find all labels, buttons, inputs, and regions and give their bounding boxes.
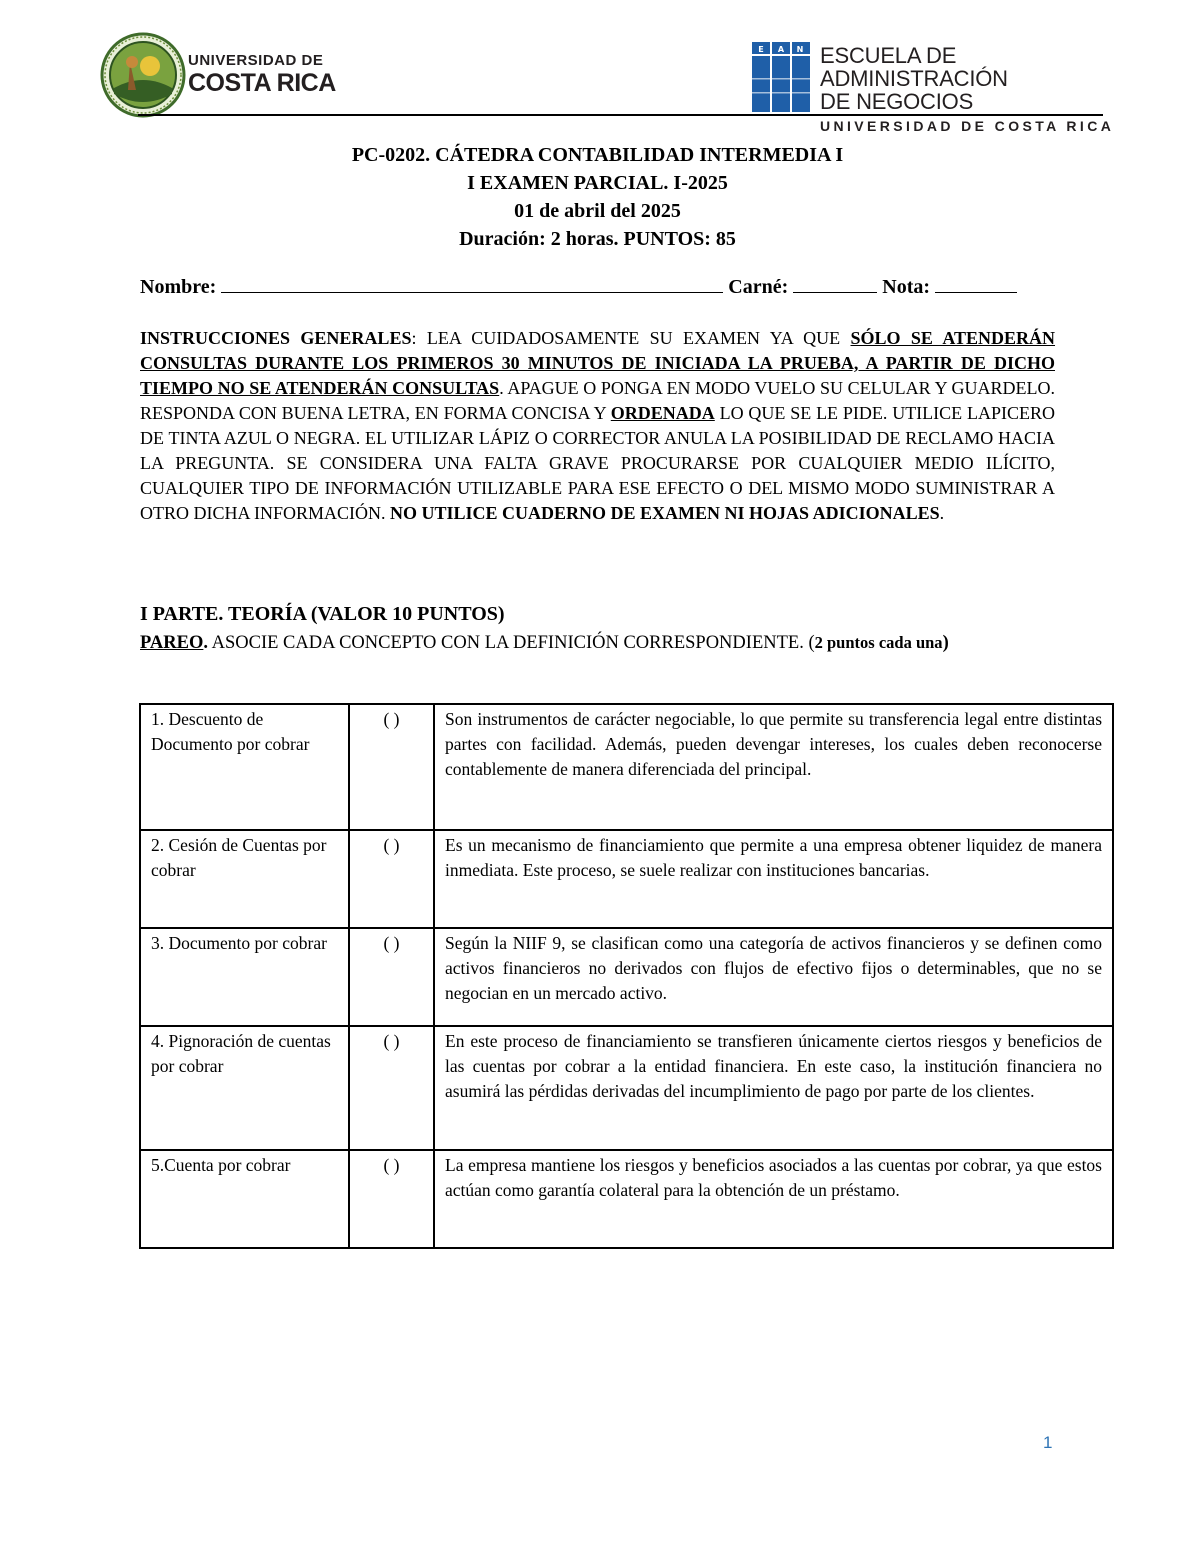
instructions-intro: : LEA CUIDADOSAMENTE SU EXAMEN YA QUE [411,328,851,348]
page-number: 1 [1043,1433,1053,1452]
header-divider [138,114,1103,116]
student-info-line [140,276,1100,299]
answer-blank[interactable]: ( ) [349,1150,434,1248]
definition-cell: En este proceso de financiamiento se transfieren únicamente ciertos riesgos y beneficios de las cuentas por cobrar a la entidad financiera. En este caso, la institución financiera no asumirá las pérdidas derivadas del incumplimiento de pago por parte de los clientes. [434,1026,1113,1150]
ean-wordmark [820,44,1136,137]
pareo-label: PAREO [140,633,204,653]
nota-label: Nota: [882,276,931,298]
table-row [140,704,1113,830]
ean-letter-n: N [796,45,804,54]
answer-blank[interactable]: ( ) [349,1026,434,1150]
answer-blank[interactable]: ( ) [349,830,434,928]
concept-cell: 2. Cesión de Cuentas por cobrar [140,830,349,928]
ean-line1: ESCUELA DE ADMINISTRACIÓN [820,43,1008,91]
document-header [96,28,1136,134]
concept-cell: 1. Descuento de Documento por cobrar [140,704,349,830]
ucr-line1: UNIVERSIDAD DE [188,52,324,69]
table-row [140,830,1113,928]
concept-cell: 5.Cuenta por cobrar [140,1150,349,1248]
pareo-period: . [203,633,209,653]
table-row [140,1026,1113,1150]
table-row [140,928,1113,1026]
carne-label: Carné: [728,276,789,298]
definition-cell: Es un mecanismo de financiamiento que permite a una empresa obtener liquidez de manera inmediata. Este proceso, se suele realizar con instituciones bancarias. [434,830,1113,928]
instructions-consult-rule: SÓLO SE ATENDERÁN CONSULTAS DURANTE LOS PRIMEROS 30 MINUTOS DE INICIADA LA PRUEBA, A PARTIR DE DICHO TIEMPO NO SE ATENDERÁN CONSULTAS [140,328,1056,398]
ean-logo [752,42,810,112]
concept-cell: 4. Pignoración de cuentas por cobrar [140,1026,349,1150]
matching-table [139,703,1114,1249]
instructions-final-period: . [939,503,945,523]
concept-cell: 3. Documento por cobrar [140,928,349,1026]
pareo-text: ASOCIE CADA CONCEPTO CON LA DEFINICIÓN CORRESPONDIENTE. ( [208,633,815,653]
course-title: PC-0202. CÁTEDRA CONTABILIDAD INTERMEDIA I [351,144,844,166]
exam-duration: Duración: 2 horas. PUNTOS: 85 [459,228,736,250]
ucr-seal-logo [100,32,186,118]
points-note: 2 puntos cada una [814,633,943,652]
general-instructions [140,326,1055,526]
instructions-middle: . APAGUE O PONGA EN MODO VUELO SU CELULAR Y GUARDELO. RESPONDA CON BUENA LETRA, EN FORMA CONCISA Y [140,378,1056,423]
name-blank[interactable] [221,276,723,293]
ean-line2: DE NEGOCIOS [820,89,974,114]
ean-letter-e: E [758,45,764,54]
part1-title: I PARTE. TEORÍA (VALOR 10 PUNTOS) [140,603,505,625]
carne-blank[interactable] [793,276,877,293]
exam-name: I EXAMEN PARCIAL. I-2025 [467,172,728,194]
name-label: Nombre: [140,276,217,298]
instructions-rest: LO QUE SE LE PIDE. UTILICE LAPICERO DE TINTA AZUL O NEGRA. EL UTILIZAR LÁPIZ O CORRECTOR ANULA LA POSIBILIDAD DE RECLAMO HACIA LA PREGUNTA. SE CONSIDERA UNA FALTA GRAVE PROCURARSE POR CUALQUIER MEDIO ILÍCITO, CUALQUIER TIPO DE INFORMACIÓN UTILIZABLE PARA ESE EFECTO O DEL MISMO MODO SUMINISTRAR A OTRO DICHA INFORMACIÓN. [140,403,1055,523]
answer-blank[interactable]: ( ) [349,704,434,830]
ean-letter-a: A [777,45,785,54]
exam-date: 01 de abril del 2025 [514,200,681,222]
instructions-ordenada: ORDENADA [610,403,715,423]
matching-table-body [140,704,1113,1248]
ean-line3: UNIVERSIDAD DE COSTA RICA [820,118,1115,134]
definition-cell: Según la NIIF 9, se clasifican como una categoría de activos financieros y se definen como activos financieros no derivados con flujos de efectivo fijos o determinables, que no se negocian en un mercado activo. [434,928,1113,1026]
definition-cell: La empresa mantiene los riesgos y beneficios asociados a las cuentas por cobrar, ya que estos actúan como garantía colateral para la obtención de un préstamo. [434,1150,1113,1248]
pareo-instructions [140,630,1058,656]
instructions-label: INSTRUCCIONES GENERALES [140,328,412,348]
instructions-final-bold: NO UTILICE CUADERNO DE EXAMEN NI HOJAS ADICIONALES [390,503,940,523]
table-row [140,1150,1113,1248]
answer-blank[interactable]: ( ) [349,928,434,1026]
definition-cell: Son instrumentos de carácter negociable, lo que permite su transferencia legal entre distintas partes con facilidad. Además, pueden devengar intereses, los cuales deben reconocerse contablemente de manera diferenciada del principal. [434,704,1113,830]
nota-blank[interactable] [935,276,1017,293]
exam-title-block [140,141,1055,253]
ucr-line2: COSTA RICA [188,69,336,97]
ucr-wordmark [188,52,336,96]
pareo-close-paren: ) [942,633,949,653]
